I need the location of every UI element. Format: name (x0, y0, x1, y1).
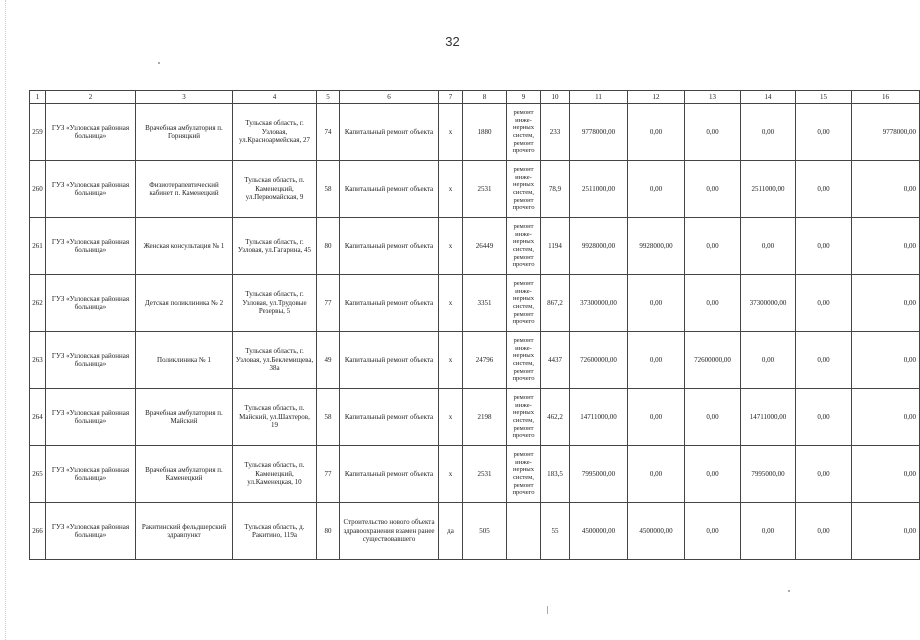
cell-address: Тульская область, г. Узловая, ул.Трудовые Резервы, 5 (233, 275, 317, 332)
cell-cost-year-1: 0,00 (628, 332, 685, 389)
cell-cost-year-3: 37300000,00 (741, 275, 796, 332)
table-row (30, 389, 920, 446)
cell-population: 3351 (463, 275, 507, 332)
cell-area: 233 (541, 104, 570, 161)
table-row (30, 332, 920, 389)
cell-population: 2198 (463, 389, 507, 446)
scan-dotted-edge (5, 0, 6, 640)
cell-work-type: Капитальный ремонт объекта (340, 161, 439, 218)
cell-institution: ГУЗ «Узловская районная больница» (46, 332, 136, 389)
cell-cost-year-5: 0,00 (852, 161, 920, 218)
cell-work-type: Капитальный ремонт объекта (340, 446, 439, 503)
cell-repair-scope: ремонт инже-нерных систем, ремонт прочего (507, 218, 541, 275)
cell-total-cost: 72600000,00 (570, 332, 628, 389)
cell-repair-scope (507, 503, 541, 560)
cell-cost-year-1: 0,00 (628, 161, 685, 218)
cell-institution: ГУЗ «Узловская районная больница» (46, 104, 136, 161)
cell-cost-year-3: 2511000,00 (741, 161, 796, 218)
column-header-15: 15 (796, 91, 852, 104)
cell-new-object-flag: х (439, 161, 463, 218)
cell-row-number: 260 (30, 161, 46, 218)
cell-cost-year-2: 72600000,00 (685, 332, 741, 389)
cell-wear-percent: 74 (317, 104, 340, 161)
cell-cost-year-4: 0,00 (796, 161, 852, 218)
data-table (29, 90, 920, 560)
column-header-14: 14 (741, 91, 796, 104)
table-row (30, 503, 920, 560)
column-header-1: 1 (30, 91, 46, 104)
column-header-8: 8 (463, 91, 507, 104)
cell-cost-year-3: 7995000,00 (741, 446, 796, 503)
cell-cost-year-2: 0,00 (685, 218, 741, 275)
cell-address: Тульская область, п. Каменецкий, ул.Каменецкая, 10 (233, 446, 317, 503)
cell-institution: ГУЗ «Узловская районная больница» (46, 161, 136, 218)
cell-repair-scope: ремонт инже-нерных систем, ремонт прочего (507, 104, 541, 161)
cell-facility-name: Ракитинский фельдшерский здравпункт (136, 503, 233, 560)
cell-total-cost: 4500000,00 (570, 503, 628, 560)
cell-wear-percent: 80 (317, 218, 340, 275)
cell-cost-year-5: 0,00 (852, 389, 920, 446)
column-header-3: 3 (136, 91, 233, 104)
cell-cost-year-2: 0,00 (685, 389, 741, 446)
cell-address: Тульская область, г. Узловая, ул.Беклемищева, 38а (233, 332, 317, 389)
cell-area: 183,5 (541, 446, 570, 503)
cell-cost-year-2: 0,00 (685, 161, 741, 218)
cell-work-type: Капитальный ремонт объекта (340, 332, 439, 389)
cell-cost-year-3: 0,00 (741, 503, 796, 560)
cell-work-type: Капитальный ремонт объекта (340, 275, 439, 332)
cell-address: Тульская область, г. Узловая, ул.Красноармейская, 27 (233, 104, 317, 161)
cell-population: 2531 (463, 161, 507, 218)
column-header-6: 6 (340, 91, 439, 104)
cell-address: Тульская область, г. Узловая, ул.Гагарина, 45 (233, 218, 317, 275)
cell-population: 505 (463, 503, 507, 560)
cell-row-number: 259 (30, 104, 46, 161)
cell-address: Тульская область, д. Ракитино, 119а (233, 503, 317, 560)
column-header-7: 7 (439, 91, 463, 104)
cell-cost-year-2: 0,00 (685, 104, 741, 161)
cell-cost-year-4: 0,00 (796, 275, 852, 332)
cell-area: 4437 (541, 332, 570, 389)
cell-wear-percent: 77 (317, 275, 340, 332)
cell-cost-year-5: 0,00 (852, 275, 920, 332)
cell-wear-percent: 77 (317, 446, 340, 503)
scan-speck (788, 590, 790, 592)
cell-cost-year-4: 0,00 (796, 446, 852, 503)
cell-wear-percent: 58 (317, 161, 340, 218)
cell-repair-scope: ремонт инже-нерных систем, ремонт прочего (507, 389, 541, 446)
column-header-10: 10 (541, 91, 570, 104)
cell-cost-year-2: 0,00 (685, 446, 741, 503)
cell-cost-year-1: 0,00 (628, 275, 685, 332)
cell-wear-percent: 80 (317, 503, 340, 560)
cell-cost-year-2: 0,00 (685, 503, 741, 560)
cell-cost-year-2: 0,00 (685, 275, 741, 332)
cell-institution: ГУЗ «Узловская районная больница» (46, 446, 136, 503)
cell-total-cost: 7995000,00 (570, 446, 628, 503)
cell-address: Тульская область, п. Каменецкий, ул.Первомайская, 9 (233, 161, 317, 218)
cell-new-object-flag: х (439, 275, 463, 332)
cell-cost-year-1: 0,00 (628, 446, 685, 503)
cell-institution: ГУЗ «Узловская районная больница» (46, 275, 136, 332)
table-row (30, 275, 920, 332)
cell-institution: ГУЗ «Узловская районная больница» (46, 218, 136, 275)
cell-cost-year-3: 0,00 (741, 104, 796, 161)
cell-row-number: 265 (30, 446, 46, 503)
cell-row-number: 264 (30, 389, 46, 446)
cell-population: 1880 (463, 104, 507, 161)
cell-cost-year-1: 0,00 (628, 389, 685, 446)
cell-new-object-flag: х (439, 389, 463, 446)
column-header-4: 4 (233, 91, 317, 104)
cell-cost-year-1: 4500000,00 (628, 503, 685, 560)
cell-cost-year-4: 0,00 (796, 104, 852, 161)
column-header-2: 2 (46, 91, 136, 104)
cell-area: 462,2 (541, 389, 570, 446)
cell-total-cost: 14711000,00 (570, 389, 628, 446)
cell-row-number: 263 (30, 332, 46, 389)
cell-cost-year-4: 0,00 (796, 389, 852, 446)
cell-total-cost: 9928000,00 (570, 218, 628, 275)
cell-work-type: Строительство нового объекта здравоохранения взамен ранее существовавшего (340, 503, 439, 560)
cell-institution: ГУЗ «Узловская районная больница» (46, 389, 136, 446)
cell-facility-name: Врачебная амбулатория п. Каменецкий (136, 446, 233, 503)
table-body (30, 91, 920, 560)
cell-work-type: Капитальный ремонт объекта (340, 389, 439, 446)
cell-cost-year-4: 0,00 (796, 503, 852, 560)
column-header-13: 13 (685, 91, 741, 104)
cell-wear-percent: 58 (317, 389, 340, 446)
table-row (30, 218, 920, 275)
cell-row-number: 262 (30, 275, 46, 332)
cell-total-cost: 37300000,00 (570, 275, 628, 332)
column-header-12: 12 (628, 91, 685, 104)
cell-repair-scope: ремонт инже-нерных систем, ремонт прочего (507, 275, 541, 332)
cell-cost-year-5: 0,00 (852, 503, 920, 560)
cell-total-cost: 9778000,00 (570, 104, 628, 161)
column-header-5: 5 (317, 91, 340, 104)
cell-population: 2531 (463, 446, 507, 503)
cell-area: 867,2 (541, 275, 570, 332)
cell-cost-year-5: 9778000,00 (852, 104, 920, 161)
cell-new-object-flag: х (439, 104, 463, 161)
cell-population: 24796 (463, 332, 507, 389)
cell-cost-year-5: 0,00 (852, 332, 920, 389)
cell-repair-scope: ремонт инже-нерных систем, ремонт прочего (507, 161, 541, 218)
cell-total-cost: 2511000,00 (570, 161, 628, 218)
table-row (30, 104, 920, 161)
scan-speck (158, 62, 160, 64)
cell-new-object-flag: да (439, 503, 463, 560)
column-header-9: 9 (507, 91, 541, 104)
cell-cost-year-3: 0,00 (741, 218, 796, 275)
cell-area: 55 (541, 503, 570, 560)
table-header-row (30, 91, 920, 104)
scan-speck (547, 606, 548, 614)
cell-cost-year-1: 9928000,00 (628, 218, 685, 275)
cell-row-number: 266 (30, 503, 46, 560)
page-number: 32 (445, 34, 460, 49)
cell-cost-year-5: 0,00 (852, 218, 920, 275)
cell-area: 78,9 (541, 161, 570, 218)
cell-population: 26449 (463, 218, 507, 275)
cell-repair-scope: ремонт инже-нерных систем, ремонт прочего (507, 446, 541, 503)
cell-facility-name: Врачебная амбулатория п. Майский (136, 389, 233, 446)
column-header-11: 11 (570, 91, 628, 104)
cell-cost-year-3: 0,00 (741, 332, 796, 389)
cell-wear-percent: 49 (317, 332, 340, 389)
table-row (30, 446, 920, 503)
cell-facility-name: Врачебная амбулатория п. Горняцкий (136, 104, 233, 161)
cell-cost-year-1: 0,00 (628, 104, 685, 161)
cell-cost-year-5: 0,00 (852, 446, 920, 503)
cell-institution: ГУЗ «Узловская районная больница» (46, 503, 136, 560)
cell-new-object-flag: х (439, 218, 463, 275)
cell-new-object-flag: х (439, 332, 463, 389)
cell-address: Тульская область, п. Майский, ул.Шахтеров, 19 (233, 389, 317, 446)
column-header-16: 16 (852, 91, 920, 104)
cell-area: 1194 (541, 218, 570, 275)
cell-facility-name: Физиотерапевтический кабинет п. Каменецкий (136, 161, 233, 218)
cell-work-type: Капитальный ремонт объекта (340, 218, 439, 275)
cell-row-number: 261 (30, 218, 46, 275)
cell-cost-year-4: 0,00 (796, 218, 852, 275)
cell-repair-scope: ремонт инже-нерных систем, ремонт прочего (507, 332, 541, 389)
cell-facility-name: Женская консультация № 1 (136, 218, 233, 275)
table-row (30, 161, 920, 218)
cell-new-object-flag: х (439, 446, 463, 503)
cell-facility-name: Детская поликлиника № 2 (136, 275, 233, 332)
cell-cost-year-3: 14711000,00 (741, 389, 796, 446)
cell-facility-name: Поликлиника № 1 (136, 332, 233, 389)
cell-cost-year-4: 0,00 (796, 332, 852, 389)
cell-work-type: Капитальный ремонт объекта (340, 104, 439, 161)
